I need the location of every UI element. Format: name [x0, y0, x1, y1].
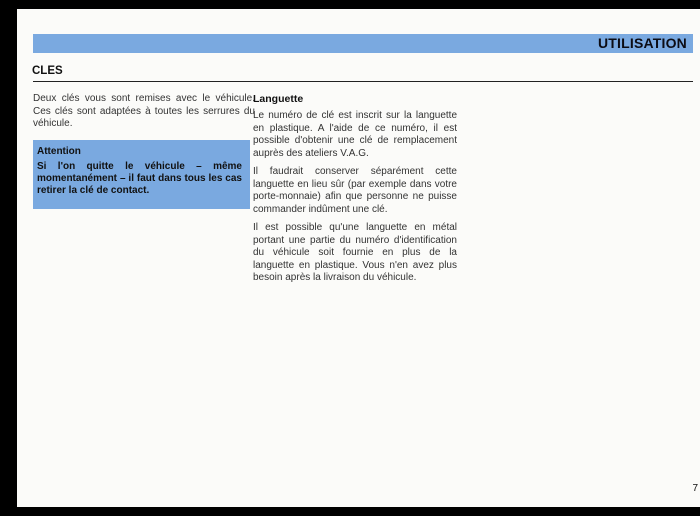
section-title: CLES [32, 65, 63, 77]
languette-body [253, 110, 457, 291]
header-title: UTILISATION [597, 35, 687, 51]
section-divider [33, 81, 693, 82]
languette-paragraph: Il est possible qu'une languette en métal portant une partie du numéro d'identification du véhicule soit fournie en plus de la languette en plastique. Vous n'en avez plus besoin après la livraison du véhicule. [253, 222, 457, 283]
page-number: 7 [692, 483, 698, 494]
attention-title: Attention [37, 146, 81, 157]
languette-heading: Languette [253, 93, 304, 105]
intro-paragraph: Deux clés vous sont remises avec le véhicule. Ces clés sont adaptées à toutes les serrures du véhicule. [33, 93, 255, 129]
attention-text: Si l'on quitte le véhicule – même momentanément – il faut dans tous les cas retirer la clé de contact. [37, 161, 242, 196]
languette-paragraph: Il faudrait conserver séparément cette languette en lieu sûr (par exemple dans votre porte-monnaie) afin que personne ne puisse commander indûment une clé. [253, 166, 457, 215]
languette-paragraph: Le numéro de clé est inscrit sur la languette en plastique. A l'aide de ce numéro, il est possible d'obtenir une clé de remplacement auprès des ateliers V.A.G. [253, 110, 457, 159]
attention-box [33, 140, 250, 209]
header-band [33, 34, 693, 53]
manual-page [17, 9, 700, 507]
